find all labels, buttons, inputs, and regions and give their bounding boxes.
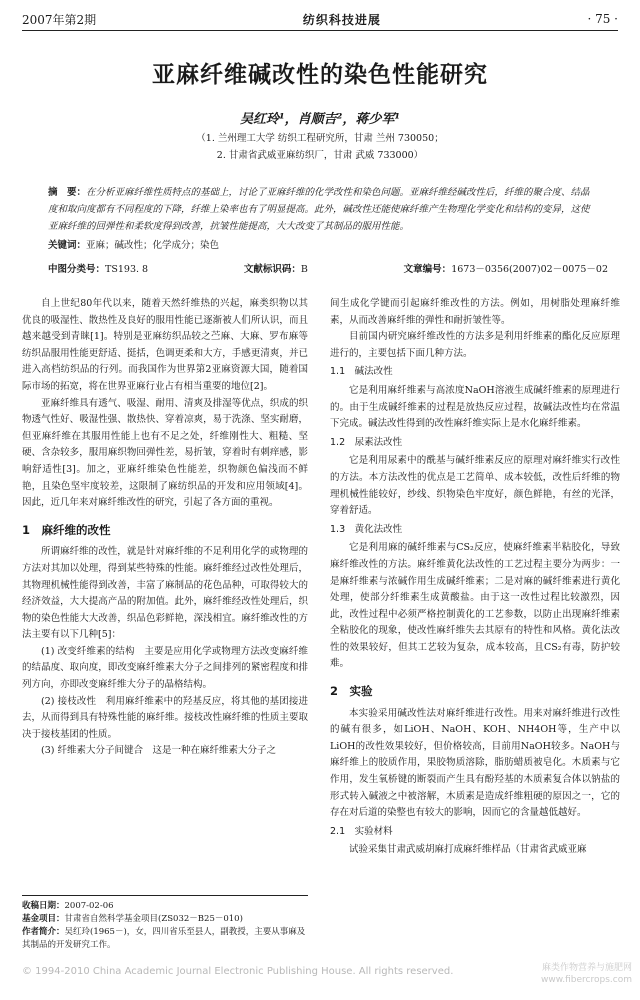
methods-paragraph: 目前国内研究麻纤维改性的方法多是利用纤维素的酯化反应原理进行的，主要包括下面几种方法。 (330, 331, 620, 359)
subsection-1-2-paragraph: 它是利用尿素中的酰基与碱纤维素反应的原理对麻纤维实行改性的方法。本方法改性的优点是工艺简单、成本较低，改性后纤维的物理机械性能较好，纱线、织物染色牢度好，颜色鲜艳，有丝的光泽，穿着舒适。 (330, 455, 620, 517)
affiliations (0, 130, 640, 164)
abstract-text: 在分析亚麻纤维性质特点的基础上，讨论了亚麻纤维的化学改性和染色问题。亚麻纤维经碱改性后，纤维的聚合度、结晶度和取向度都有不同程度的下降，纤维上染率也有了明显提高。此外，碱改性还能使麻纤维产生物理化学变化和结构的变异，这使亚麻纤维的回弹性和柔软度得到改善，抗皱性能提高，大大改变了其制品的服用性能。 (48, 187, 590, 232)
affiliation-2: 2. 甘肃省武威亚麻纺织厂，甘肃 武威 733000） (216, 150, 424, 161)
subsection-1-2-heading: 1.2 尿素法改性 (330, 436, 403, 448)
page-number: · 75 · (587, 12, 618, 26)
fund-label: 基金项目： (22, 914, 65, 924)
clc-label: 中图分类号： (48, 264, 106, 275)
subsection-1-3-paragraph: 它是利用麻的碱纤维素与CS₂反应，使麻纤维素半粘胶化，导致麻纤维改性的方法。麻纤维黄化法改性的工艺过程主要分为两步：一是麻纤维素与浓碱作用生成碱纤维素；二是对麻的碱纤维素进行黄化处理，使部分纤维素生成黄酸盐。由于这一改性过程比较激烈，因此，改性过程中必须严格控制黄化的工艺参数，以防止出现麻纤维素全粘胶化的现象，使改性麻纤维失去其原有的特性和风格。黄化法改性的效果较好，但其工艺较为复杂，成本较高，且CS₂有毒，防护较难。 (330, 542, 620, 670)
author-bio-label: 作者简介： (22, 927, 65, 937)
right-column (330, 296, 620, 859)
section-1-heading: 1 麻纤维的改性 (22, 522, 111, 537)
subsection-2-1-paragraph: 试验采集甘肃武威胡麻打成麻纤维样品（甘肃省武威亚麻 (349, 844, 587, 856)
article-no-label: 文章编号： (403, 264, 452, 275)
received-value: 2007-02-06 (64, 901, 114, 911)
journal-name: 纺织科技进展 (302, 12, 381, 27)
abstract-label: 摘 要： (48, 187, 87, 198)
affiliation-1: （1. 兰州理工大学 纺织工程研究所，甘肃 兰州 730050； (196, 133, 444, 144)
continued-paragraph: 间生成化学键而引起麻纤维改性的方法。例如，用树脂处理麻纤维素，从而改善麻纤维的弹性和耐折皱性等。 (330, 298, 620, 326)
method-item-1: (1) 改变纤维素的结构 主要是应用化学或物理方法改变麻纤维的结晶度、取向度，即改变麻纤维素大分子之间排列的紧密程度和排列方向，亦即改变麻纤维大分子的晶格结构。 (22, 645, 308, 691)
abstract (48, 184, 593, 235)
document-code (244, 261, 308, 275)
site-watermark (541, 962, 632, 986)
left-column (22, 296, 308, 760)
fund-info (22, 913, 308, 926)
keywords (48, 237, 593, 251)
section-1-paragraph: 所谓麻纤维的改性，就是针对麻纤维的不足利用化学的或物理的方法对其加以处理，得到某些特殊的性能。麻纤维经过改性处理后，其物理机械性能得到改善，丰富了麻制品的花色品种，可取得较大的经济效益，大大提高产品的附加值。此外，麻纤维经改性处理后，织物的染色性能大大改善，织品色彩鲜艳，深浅相宜。麻纤维改性的方法主要有以下几种[5]： (22, 546, 308, 641)
doc-code-label: 文献标识码： (243, 264, 301, 275)
paper-title: 亚麻纤维碱改性的染色性能研究 (152, 62, 488, 88)
watermark-line-2: www.fibercrops.com (541, 975, 632, 985)
subsection-1-1-heading: 1.1 碱法改性 (330, 366, 393, 378)
keywords-text: 亚麻；碱改性；化学成分；染色 (86, 240, 220, 251)
intro-paragraph-1: 自上世纪80年代以来，随着天然纤维热的兴起，麻类织物以其优良的吸湿性、散热性及良好的服用性能已逐渐被人们所认识，而且越来越受到青睐[1]。特别是亚麻纺织品较之苎麻、大麻、罗布麻等纺织品服用性能更舒适、挺括，色调更柔和大方，手感更清爽，并已进入高档纺织品的行列。而我国作为世界第2亚麻资源大国，随着国际市场的拓宽，将在世界亚麻行业占有相当重要的地位[2]。 (22, 298, 308, 392)
classification-row (48, 261, 608, 275)
subsection-1-3-heading: 1.3 黄化法改性 (330, 523, 403, 535)
issue-label: 2007年第2期 (22, 12, 97, 27)
author-list: 吴红玲¹，肖顺吉²，蒋少军¹ (239, 112, 401, 127)
clc-value: TS193. 8 (105, 264, 149, 275)
section-2-paragraph: 本实验采用碱改性法对麻纤维进行改性。用来对麻纤维进行改性的碱有很多，如LiOH、NaOH、KOH、NH4OH等，生产中以LiOH的改性效果较好，但价格较高，目前用NaOH较多。NaOH与麻纤维上的胶质作用，果胶物质溶除，脂肪蜡质被皂化。木质素与它作用，发生氧桥键的断裂而产生具有酚羟基的木质素复合体以钠盐的形式转入碱液之中被溶解，木质素是造成纤维粗硬的原因之一，它的存在对后道的染整也有较大的影响，因而它的含量越低越好。 (330, 707, 620, 819)
article-number (404, 261, 608, 275)
section-2-heading: 2 实验 (330, 684, 373, 699)
fund-value: 甘肃省自然科学基金项目(ZS032－B25－010) (64, 914, 243, 924)
footnote (22, 895, 308, 952)
running-header (22, 8, 618, 31)
method-item-3: (3) 纤维素大分子间键合 这是一种在麻纤维素大分子之 (41, 745, 276, 757)
doc-code-value: B (300, 264, 308, 275)
watermark-line-1: 麻类作物营养与施肥网 (541, 963, 632, 973)
author-bio-value: 吴红玲(1965－)，女，四川省乐至县人，副教授，主要从事麻及其制品的开发研究工作。 (22, 927, 306, 950)
article-no-value: 1673－0356(2007)02－0075－02 (451, 264, 608, 275)
keywords-label: 关键词： (48, 240, 87, 251)
author-bio (22, 926, 308, 952)
subsection-2-1-heading: 2.1 实验材料 (330, 825, 393, 837)
received-date (22, 900, 308, 913)
clc-number (48, 261, 148, 275)
subsection-1-1-paragraph: 它是利用麻纤维素与高浓度NaOH溶液生成碱纤维素的原理进行的。由于生成碱纤维素的过程是放热反应过程，故碱法改性均在常温下完成。碱法改性得到的改性麻纤维实际上是水化麻纤维素。 (330, 384, 620, 430)
intro-paragraph-2: 亚麻纤维具有透气、吸湿、耐用、清爽及排湿等优点，织成的织物透气性好、吸湿性强、散热快、穿着凉爽，易于洗涤、坚实耐磨，但亚麻纤维在其服用性能上也有不足之处，纤维刚性大、粗糙、坚硬、含杂较多，服用麻织物回弹性差，易折皱，穿着时有刺痒感，影响舒适性[3]。加之，亚麻纤维染色性能差，织物颜色偏浅而不鲜艳，且染色坚牢度较差，这限制了麻纺织品的开发和应用领域[4]。因此，近几年来对麻纤维改性的研究，引起了各方面的重视。 (22, 397, 308, 509)
method-item-2: (2) 接枝改性 利用麻纤维素中的羟基反应，将其他的基团接进去，从而得到具有特殊性能的麻纤维。接枝改性麻纤维的性质主要取决于接枝基团的性质。 (22, 695, 308, 740)
copyright-notice: © 1994-2010 China Academic Journal Electronic Publishing House. All rights reserved. (22, 966, 454, 977)
received-label: 收稿日期： (22, 901, 65, 911)
